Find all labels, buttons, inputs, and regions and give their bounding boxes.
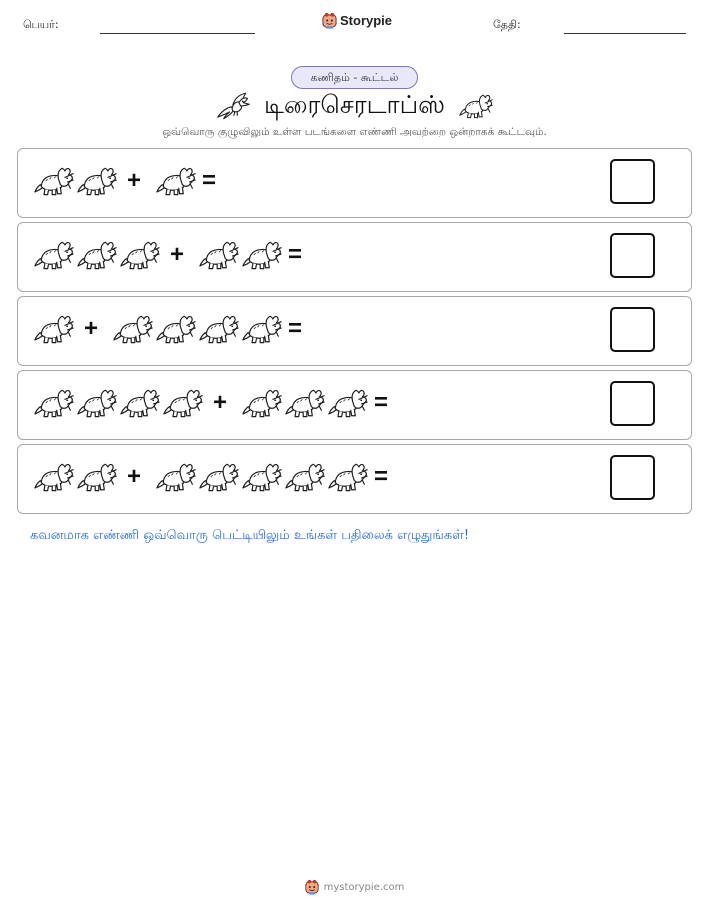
- triceratops-icon: [34, 165, 74, 197]
- plus-sign: +: [127, 463, 142, 490]
- triceratops-icon: [285, 387, 325, 419]
- triceratops-icon: [328, 387, 368, 419]
- triceratops-icon: [242, 313, 282, 345]
- answer-box[interactable]: [610, 233, 655, 278]
- plus-sign: +: [170, 241, 185, 268]
- triceratops-icon: [34, 313, 74, 345]
- triceratops-icon: [156, 461, 196, 493]
- triceratops-icon: [199, 461, 239, 493]
- triceratops-icon: [120, 387, 160, 419]
- answer-box[interactable]: [610, 381, 655, 426]
- equals-sign: =: [288, 315, 303, 342]
- triceratops-icon: [77, 239, 117, 271]
- answer-box[interactable]: [610, 455, 655, 500]
- triceratops-icon: [77, 165, 117, 197]
- date-line: [564, 33, 686, 34]
- triceratops-icon: [242, 239, 282, 271]
- name-label: பெயர்:: [23, 18, 59, 31]
- problem-row: [17, 444, 692, 514]
- triceratops-icon: [199, 239, 239, 271]
- problem-row: [17, 148, 692, 218]
- triceratops-icon: [120, 239, 160, 271]
- equals-sign: =: [374, 389, 389, 416]
- triceratops-icon: [242, 387, 282, 419]
- problem-row: [17, 222, 692, 292]
- triceratops-icon: [459, 91, 493, 121]
- triceratops-icon: [163, 387, 203, 419]
- name-line: [100, 33, 255, 34]
- encouragement-text: கவனமாக எண்ணி ஒவ்வொரு பெட்டியிலும் உங்கள் பதிலைக் எழுதுங்கள்!: [30, 528, 470, 543]
- footer: [0, 879, 709, 895]
- triceratops-icon: [199, 313, 239, 345]
- answer-box[interactable]: [610, 159, 655, 204]
- brand-name: Storypie: [340, 13, 393, 28]
- triceratops-icon: [77, 387, 117, 419]
- worksheet-title: டிரைசெரடாப்ஸ்: [263, 89, 446, 119]
- plus-sign: +: [84, 315, 99, 342]
- equals-sign: =: [202, 167, 217, 194]
- triceratops-icon: [34, 239, 74, 271]
- worksheet-header: [0, 0, 709, 50]
- plus-sign: +: [127, 167, 142, 194]
- answer-box[interactable]: [610, 307, 655, 352]
- title-row: [0, 88, 709, 124]
- triceratops-icon: [34, 461, 74, 493]
- triceratops-icon: [156, 313, 196, 345]
- equals-sign: =: [288, 241, 303, 268]
- triceratops-icon: [34, 387, 74, 419]
- triceratops-icon: [285, 461, 325, 493]
- triceratops-icon: [77, 461, 117, 493]
- triceratops-icon: [242, 461, 282, 493]
- subject-badge: கணிதம் - கூட்டல்: [291, 66, 418, 89]
- pterodactyl-icon: [216, 91, 250, 121]
- instruction-text: ஒவ்வொரு குழுவிலும் உள்ள படங்களை எண்ணி அவற்றை ஒன்றாகக் கூட்டவும்.: [162, 126, 547, 138]
- triceratops-icon: [328, 461, 368, 493]
- problem-row: [17, 296, 692, 366]
- problem-row: [17, 370, 692, 440]
- plus-sign: +: [213, 389, 228, 416]
- triceratops-icon: [156, 165, 196, 197]
- equals-sign: =: [374, 463, 389, 490]
- date-label: தேதி:: [493, 18, 521, 31]
- storypie-logo-icon: [322, 12, 337, 29]
- footer-site: mystorypie.com: [323, 881, 405, 893]
- storypie-logo-icon: [305, 879, 319, 895]
- triceratops-icon: [113, 313, 153, 345]
- brand-logo: [322, 12, 392, 29]
